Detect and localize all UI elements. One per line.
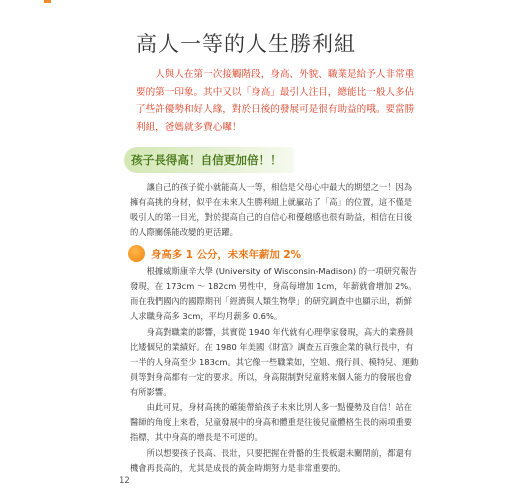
intro-paragraph: 人與人在第一次接觸階段，身高、外貌、職業是給予人非常重要的第一印象。其中又以「身高」最引人注目，總能比一般人多佔了些許優勢和好人緣，對於日後的發展可是很有助益的哦。要當勝利組，爸媽就多費心囉！ [136, 69, 415, 133]
section-paragraph: 讓自己的孩子從小就能高人一等，相信是父母心中最大的期望之一！因為擁有高挑的身材，似乎在未來人生勝利組上就贏站了「高」的位置，這不僅是吸引人的第一目光，對於提高自己的自信心和優越感也很有助益，相信在日後的人際關係能改變的更活躍。 [130, 182, 413, 237]
page-number: 12 [119, 476, 130, 486]
section-title: 孩子長得高！自信更加倍！！ [131, 153, 282, 167]
page-title: 高人一等的人生勝利組 [136, 32, 356, 56]
orange-circle-icon [128, 245, 145, 262]
section-banner [124, 147, 294, 173]
sub-heading [128, 243, 301, 263]
body-paragraph-2: 身高對職業的影響，其實從 1940 年代就有心理學家發現，高大的業務員比矮個兒的業績好。在 1980 年美國《財富》調查五百強企業的執行長中，有一半的人身高至少 183cm。其它像一些職業如，空姐、飛行員、模特兒、運動員等對身高都有一定的要求。所以，身高限制對兒童將來個人能力的發展也會有所影響。 [130, 327, 419, 397]
body-paragraph-1: 根據威斯康辛大學 (University of Wisconsin-Madison) 的一項研究報告發現，在 173cm ～ 182cm 男性中，身高每增加 1cm，年薪就會增加 2%。而在我們國內的國際期刊「經濟與人類生物學」的研究調查中也顯示出，新鮮人求職身高多 3cm，平均月薪多 0.6%。 [130, 266, 417, 321]
corner-mark [44, 0, 51, 3]
body-paragraph-4: 所以想要孩子長高、長壯，只要把握在骨骼的生長板還未關閉前，都還有機會再長高的，尤其是成長的黃金時期努力是非常重要的。 [130, 448, 413, 473]
body-paragraph-3: 由此可見，身材高挑的確能帶給孩子未來比別人多一點優勢及自信！站在醫師的角度上來看，兒童發展中的身高和體重是往後兒童體格生長的兩項重要指標，其中身高的增長是不可逆的。 [130, 402, 413, 442]
sub-heading-label: 身高多 1 公分，未來年薪加 2% [151, 248, 302, 261]
